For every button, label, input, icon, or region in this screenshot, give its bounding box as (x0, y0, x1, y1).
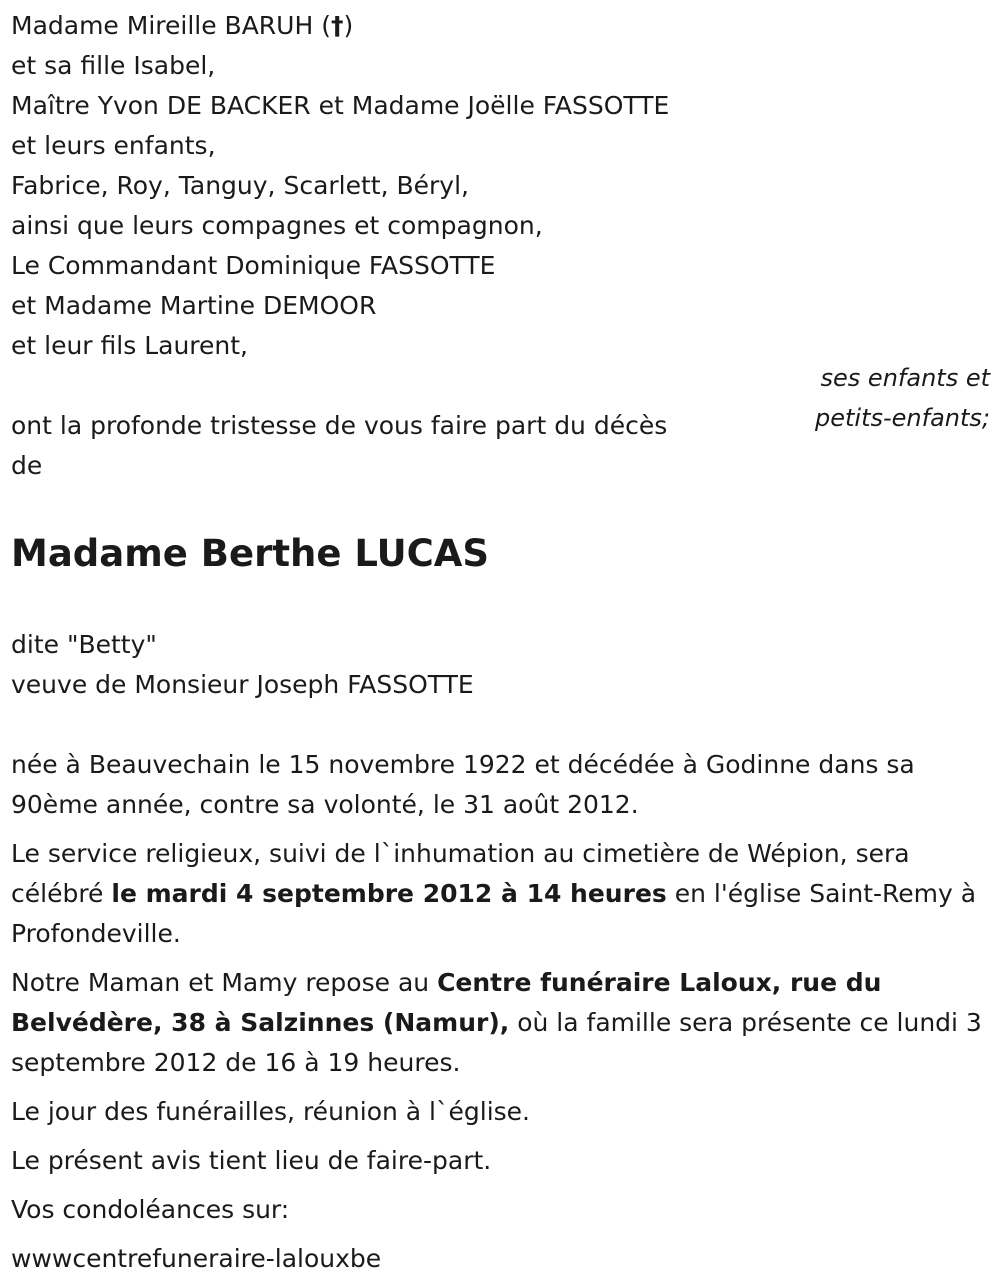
visitation-line-1 (11, 963, 996, 1003)
funeral-home-name: Centre funéraire Laloux, rue du (437, 968, 882, 997)
notice-paragraph (11, 1141, 996, 1181)
condolences-label: Vos condoléances sur: (11, 1195, 290, 1224)
service-line-2 (11, 874, 996, 914)
condolences-link[interactable]: wwwcentrefuneraire-lalouxbe (11, 1244, 382, 1273)
deceased-alias: dite "Betty" (11, 630, 157, 659)
announcement-line-2: de (11, 451, 43, 480)
family-line-6: ainsi que leurs compagnes et compagnon, (11, 211, 543, 240)
family-line-5: Fabrice, Roy, Tanguy, Scarlett, Béryl, (11, 171, 469, 200)
family-line-8: et Madame Martine DEMOOR (11, 291, 377, 320)
visitation-line-1-pre: Notre Maman et Mamy repose au (11, 968, 438, 997)
deceased-details (11, 625, 996, 705)
visitation-line-3: septembre 2012 de 16 à 19 heures. (11, 1048, 461, 1077)
service-date-time: le mardi 4 septembre 2012 à 14 heures (111, 879, 667, 908)
family-line-7: Le Commandant Dominique FASSOTTE (11, 251, 496, 280)
deceased-name: Madame Berthe LUCAS (11, 532, 490, 575)
visitation-line-2-post: où la famille sera présente ce lundi 3 (509, 1008, 982, 1037)
family-line-1-close: ) (343, 11, 354, 40)
family-line-4: et leurs enfants, (11, 131, 216, 160)
side-note-line-2: petits-enfants; (815, 404, 990, 432)
notice-text: Le présent avis tient lieu de faire-part. (11, 1146, 492, 1175)
funeral-home-address: Belvédère, 38 à Salzinnes (Namur), (11, 1008, 510, 1037)
service-line-1: Le service religieux, suivi de l`inhumation au cimetière de Wépion, sera (11, 839, 910, 868)
funeral-day-text: Le jour des funérailles, réunion à l`église. (11, 1097, 530, 1126)
cross-icon: † (330, 11, 344, 40)
deceased-widow-of: veuve de Monsieur Joseph FASSOTTE (11, 670, 474, 699)
birth-death-paragraph (11, 745, 996, 825)
birth-death-line-2: 90ème année, contre sa volonté, le 31 août 2012. (11, 790, 639, 819)
side-note (815, 358, 990, 438)
visitation-line-2 (11, 1003, 996, 1043)
funeral-day-paragraph (11, 1092, 996, 1132)
obituary-notice (11, 6, 996, 1279)
service-paragraph (11, 834, 996, 954)
service-line-2-post: en l'église Saint-Remy à (666, 879, 977, 908)
family-line-1-text: Madame Mireille BARUH ( (11, 11, 331, 40)
visitation-paragraph (11, 963, 996, 1083)
condolences-paragraph (11, 1190, 996, 1230)
condolences-url-paragraph (11, 1239, 996, 1279)
family-line-1 (11, 6, 996, 46)
birth-death-line-1: née à Beauvechain le 15 novembre 1922 et décédée à Godinne dans sa (11, 750, 915, 779)
announcement-line-1: ont la profonde tristesse de vous faire part du décès (11, 411, 668, 440)
family-line-2: et sa fille Isabel, (11, 51, 216, 80)
service-line-2-pre: célébré (11, 879, 112, 908)
family-announcement (11, 6, 996, 486)
family-line-3: Maître Yvon DE BACKER et Madame Joëlle FASSOTTE (11, 91, 670, 120)
side-note-line-1: ses enfants et (820, 364, 990, 392)
family-line-9: et leur fils Laurent, (11, 331, 248, 360)
service-line-3: Profondeville. (11, 919, 181, 948)
